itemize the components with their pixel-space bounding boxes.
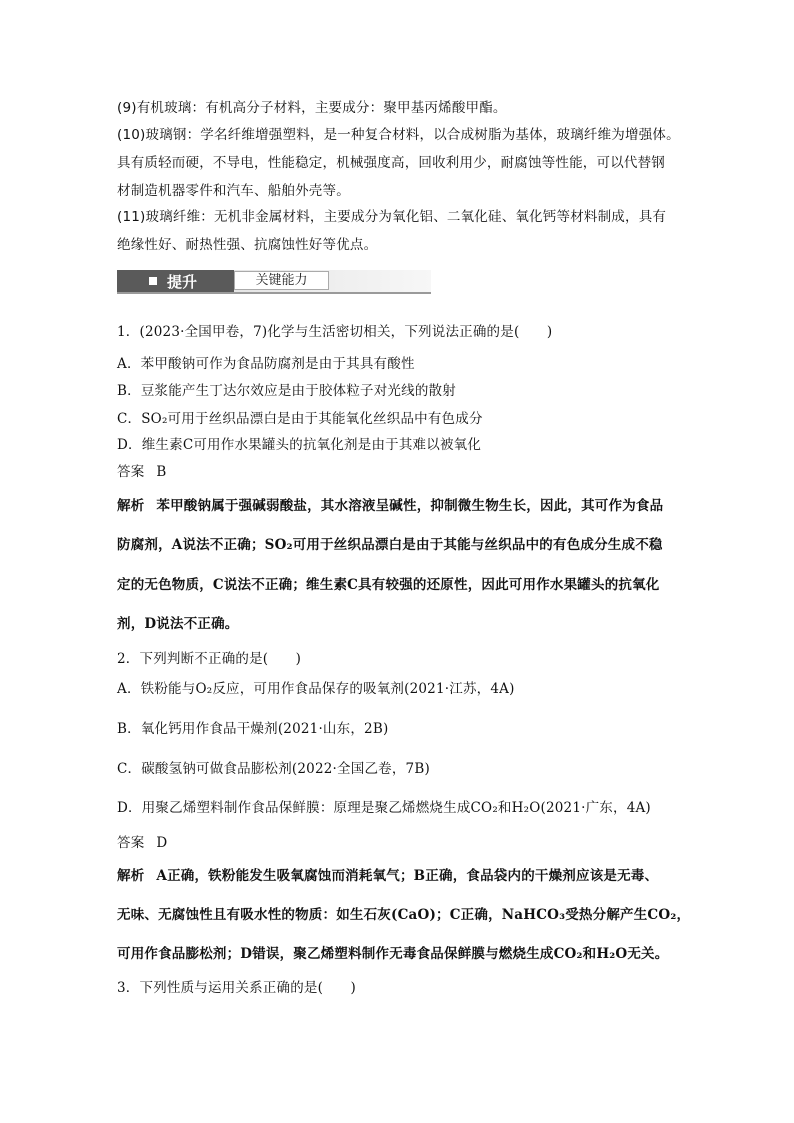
question-2-option-d: D．用聚乙烯塑料制作食品保鲜膜：原理是聚乙烯燃烧生成CO₂和H₂O(2021·广东，4A) (117, 800, 651, 816)
question-1-stem: 1．(2023·全国甲卷，7)化学与生活密切相关，下列说法正确的是( ) (117, 324, 553, 340)
banner-title: 提升 (167, 273, 198, 291)
question-2-stem: 2．下列判断不正确的是( ) (117, 651, 302, 667)
question-2-option-b: B．氧化钙用作食品干燥剂(2021·山东，2B) (117, 721, 389, 737)
question-1-answer (117, 460, 167, 480)
answer-value: D (156, 835, 168, 851)
question-2-analysis-line: 可用作食品膨松剂；D错误，聚乙烯塑料制作无毒食品保鲜膜与燃烧生成CO₂和H₂O无关。 (117, 946, 669, 962)
analysis-label: 解析 (117, 498, 145, 514)
analysis-label: 解析 (117, 868, 145, 884)
answer-value: B (156, 464, 167, 480)
question-1-option-b: B．豆浆能产生丁达尔效应是由于胶体粒子对光线的散射 (117, 383, 456, 399)
banner-underline (117, 292, 431, 294)
question-1-option-c: C．SO₂可用于丝织品漂白是由于其能氧化丝织品中有色成分 (117, 411, 483, 427)
question-2-analysis-line (117, 864, 658, 884)
question-1-analysis-line (117, 494, 663, 514)
intro-line: (11)玻璃纤维：无机非金属材料，主要成分为氧化铝、二氧化硅、氧化钙等材料制成，具有 (117, 209, 667, 225)
intro-line: 材制造机器零件和汽车、船舶外壳等。 (117, 183, 350, 199)
question-3-stem: 3．下列性质与运用关系正确的是( ) (117, 980, 356, 996)
intro-line: 绝缘性好、耐热性强、抗腐蚀性好等优点。 (117, 237, 378, 253)
question-2-analysis-line: 无味、无腐蚀性且有吸水性的物质：如生石灰(CaO)；C正确，NaHCO₃受热分解产生CO₂， (117, 907, 691, 923)
question-2-option-a: A．铁粉能与O₂反应，可用作食品保存的吸氧剂(2021·江苏，4A) (117, 681, 515, 697)
intro-line: 具有质轻而硬，不导电，性能稳定，机械强度高，回收利用少，耐腐蚀等性能，可以代替钢 (117, 155, 665, 171)
answer-label: 答案 (117, 464, 145, 480)
question-1-analysis-line: 防腐剂，A说法不正确；SO₂可用于丝织品漂白是由于其能与丝织品中的有色成分生成不稳 (117, 537, 663, 553)
banner-subtitle: 关键能力 (234, 271, 329, 290)
analysis-text: 苯甲酸钠属于强碱弱酸盐，其水溶液呈碱性，抑制微生物生长，因此，其可作为食品 (156, 498, 664, 514)
question-1-analysis-line: 定的无色物质，C说法不正确；维生素C具有较强的还原性，因此可用作水果罐头的抗氧化 (117, 577, 660, 593)
intro-line: (10)玻璃钢：学名纤维增强塑料，是一种复合材料，以合成树脂为基体，玻璃纤维为增强体。 (117, 127, 680, 143)
analysis-text: A正确，铁粉能发生吸氧腐蚀而消耗氧气；B正确，食品袋内的干燥剂应该是无毒、 (156, 868, 659, 884)
question-1-analysis-line: 剂，D说法不正确。 (117, 616, 239, 632)
question-1-option-d: D．维生素C可用作水果罐头的抗氧化剂是由于其难以被氧化 (117, 437, 482, 453)
intro-line: (9)有机玻璃：有机高分子材料，主要成分：聚甲基丙烯酸甲酯。 (117, 100, 507, 116)
section-banner (117, 270, 431, 294)
question-1-option-a: A．苯甲酸钠可作为食品防腐剂是由于其具有酸性 (117, 356, 415, 372)
answer-label: 答案 (117, 835, 145, 851)
square-bullet-icon (149, 277, 157, 285)
question-2-option-c: C．碳酸氢钠可做食品膨松剂(2022·全国乙卷，7B) (117, 761, 430, 777)
question-2-answer (117, 831, 167, 851)
